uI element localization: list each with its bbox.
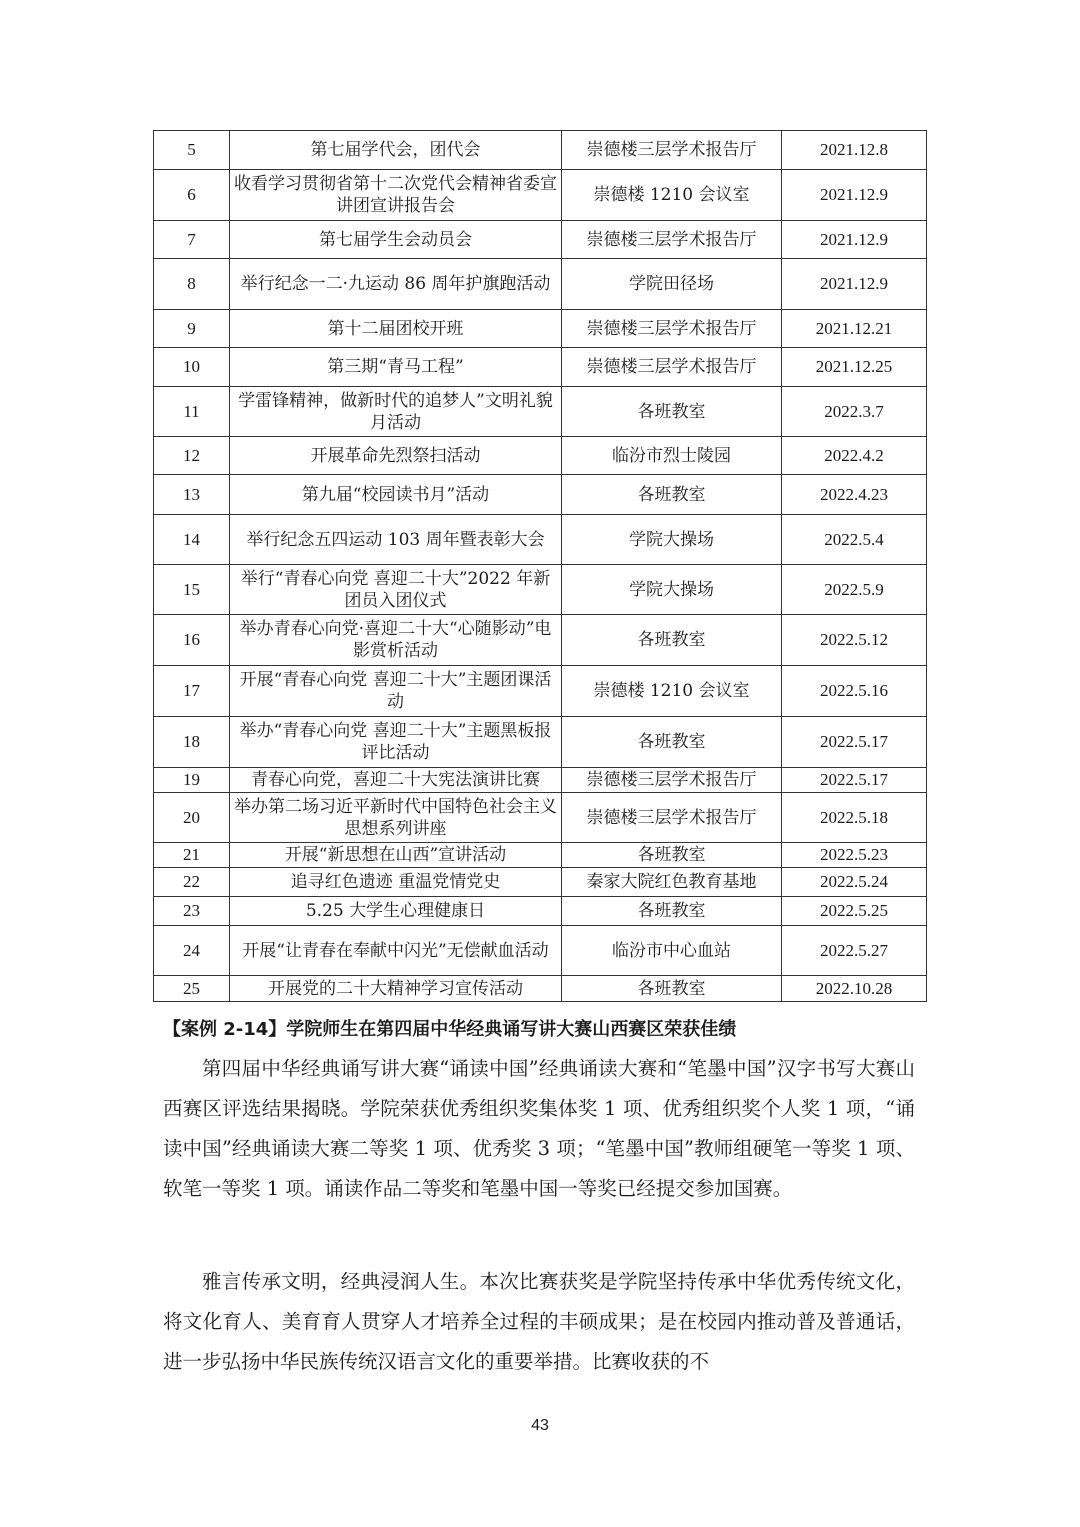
event-date: 2021.12.8	[782, 131, 927, 170]
event-name: 第七届学代会，团代会	[230, 131, 562, 170]
table-row	[154, 437, 927, 475]
event-name: 举行纪念五四运动 103 周年暨表彰大会	[230, 515, 562, 565]
row-number: 19	[154, 768, 230, 793]
row-number: 20	[154, 793, 230, 843]
table-row	[154, 515, 927, 565]
event-location: 学院大操场	[562, 565, 782, 615]
event-name: 举办“青春心向党 喜迎二十大”主题黑板报评比活动	[230, 717, 562, 768]
table-row	[154, 170, 927, 221]
row-number: 17	[154, 666, 230, 717]
row-number: 22	[154, 868, 230, 897]
event-location: 崇德楼三层学术报告厅	[562, 131, 782, 170]
event-location: 各班教室	[562, 843, 782, 868]
row-number: 5	[154, 131, 230, 170]
event-date: 2021.12.25	[782, 348, 927, 387]
event-name: 开展“青春心向党 喜迎二十大”主题团课活动	[230, 666, 562, 717]
event-date: 2022.5.27	[782, 926, 927, 976]
event-date: 2022.4.2	[782, 437, 927, 475]
activity-table	[153, 130, 927, 1002]
table-row	[154, 843, 927, 868]
event-date: 2022.5.24	[782, 868, 927, 897]
table-row	[154, 131, 927, 170]
event-date: 2022.5.12	[782, 615, 927, 666]
case-heading: 【案例 2-14】学院师生在第四届中华经典诵写讲大赛山西赛区荣获佳绩	[163, 1019, 737, 1040]
page-number: 43	[531, 1417, 549, 1434]
event-location: 各班教室	[562, 387, 782, 437]
event-name: 追寻红色遗迹 重温党情党史	[230, 868, 562, 897]
event-date: 2022.4.23	[782, 475, 927, 515]
event-name: 收看学习贯彻省第十二次党代会精神省委宣讲团宣讲报告会	[230, 170, 562, 221]
event-location: 学院大操场	[562, 515, 782, 565]
event-name: 开展“让青春在奉献中闪光”无偿献血活动	[230, 926, 562, 976]
event-name: 学雷锋精神，做新时代的追梦人”文明礼貌月活动	[230, 387, 562, 437]
event-name: 第三期“青马工程”	[230, 348, 562, 387]
event-location: 各班教室	[562, 475, 782, 515]
row-number: 25	[154, 976, 230, 1002]
table-row	[154, 475, 927, 515]
table-row	[154, 310, 927, 348]
event-location: 各班教室	[562, 615, 782, 666]
table-row	[154, 565, 927, 615]
table-row	[154, 976, 927, 1002]
event-date: 2022.10.28	[782, 976, 927, 1002]
row-number: 8	[154, 259, 230, 310]
event-name: 第十二届团校开班	[230, 310, 562, 348]
event-date: 2022.5.17	[782, 717, 927, 768]
row-number: 9	[154, 310, 230, 348]
body-paragraph: 雅言传承文明，经典浸润人生。本次比赛获奖是学院坚持传承中华优秀传统文化，将文化育人、美育育人贯穿人才培养全过程的丰硕成果；是在校园内推动普及普通话，进一步弘扬中华民族传统汉语言文化的重要举措。比赛收获的不	[163, 1270, 915, 1373]
event-location: 各班教室	[562, 897, 782, 926]
event-date: 2022.3.7	[782, 387, 927, 437]
row-number: 23	[154, 897, 230, 926]
row-number: 11	[154, 387, 230, 437]
event-date: 2022.5.16	[782, 666, 927, 717]
table-row	[154, 768, 927, 793]
event-name: 青春心向党，喜迎二十大宪法演讲比赛	[230, 768, 562, 793]
event-location: 学院田径场	[562, 259, 782, 310]
event-date: 2022.5.9	[782, 565, 927, 615]
event-name: 开展党的二十大精神学习宣传活动	[230, 976, 562, 1002]
event-date: 2021.12.21	[782, 310, 927, 348]
event-name: 举办第二场习近平新时代中国特色社会主义思想系列讲座	[230, 793, 562, 843]
event-date: 2022.5.17	[782, 768, 927, 793]
event-date: 2021.12.9	[782, 221, 927, 259]
event-date: 2022.5.18	[782, 793, 927, 843]
event-location: 崇德楼三层学术报告厅	[562, 221, 782, 259]
event-name: 开展“新思想在山西”宣讲活动	[230, 843, 562, 868]
event-name: 举办青春心向党·喜迎二十大“心随影动”电影赏析活动	[230, 615, 562, 666]
row-number: 24	[154, 926, 230, 976]
row-number: 10	[154, 348, 230, 387]
event-location: 崇德楼三层学术报告厅	[562, 348, 782, 387]
table-row	[154, 666, 927, 717]
table-row	[154, 387, 927, 437]
table-row	[154, 717, 927, 768]
row-number: 12	[154, 437, 230, 475]
row-number: 16	[154, 615, 230, 666]
event-location: 崇德楼三层学术报告厅	[562, 768, 782, 793]
row-number: 6	[154, 170, 230, 221]
event-location: 各班教室	[562, 976, 782, 1002]
event-location: 临汾市中心血站	[562, 926, 782, 976]
event-name: 第七届学生会动员会	[230, 221, 562, 259]
event-location: 崇德楼 1210 会议室	[562, 666, 782, 717]
event-location: 各班教室	[562, 717, 782, 768]
row-number: 14	[154, 515, 230, 565]
event-date: 2021.12.9	[782, 170, 927, 221]
table-row	[154, 868, 927, 897]
table-row	[154, 615, 927, 666]
event-date: 2021.12.9	[782, 259, 927, 310]
row-number: 7	[154, 221, 230, 259]
table-row	[154, 259, 927, 310]
table-row	[154, 793, 927, 843]
event-name: 5.25 大学生心理健康日	[230, 897, 562, 926]
row-number: 13	[154, 475, 230, 515]
row-number: 15	[154, 565, 230, 615]
table-row	[154, 926, 927, 976]
event-date: 2022.5.25	[782, 897, 927, 926]
event-location: 崇德楼 1210 会议室	[562, 170, 782, 221]
event-name: 举行纪念一二·九运动 86 周年护旗跑活动	[230, 259, 562, 310]
event-location: 临汾市烈士陵园	[562, 437, 782, 475]
event-name: 举行“青春心向党 喜迎二十大”2022 年新团员入团仪式	[230, 565, 562, 615]
event-date: 2022.5.23	[782, 843, 927, 868]
event-location: 崇德楼三层学术报告厅	[562, 793, 782, 843]
event-date: 2022.5.4	[782, 515, 927, 565]
body-paragraph: 第四届中华经典诵写讲大赛“诵读中国”经典诵读大赛和“笔墨中国”汉字书写大赛山西赛区评选结果揭晓。学院荣获优秀组织奖集体奖 1 项、优秀组织奖个人奖 1 项，“诵读中国”经典诵读大赛二等奖 1 项、优秀奖 3 项；“笔墨中国”教师组硬笔一等奖 1 项、软笔一等奖 1 项。诵读作品二等奖和笔墨中国一等奖已经提交参加国赛。	[163, 1057, 915, 1200]
event-name: 开展革命先烈祭扫活动	[230, 437, 562, 475]
table-row	[154, 897, 927, 926]
table-row	[154, 348, 927, 387]
event-location: 崇德楼三层学术报告厅	[562, 310, 782, 348]
event-name: 第九届“校园读书月”活动	[230, 475, 562, 515]
table-row	[154, 221, 927, 259]
row-number: 18	[154, 717, 230, 768]
row-number: 21	[154, 843, 230, 868]
event-location: 秦家大院红色教育基地	[562, 868, 782, 897]
